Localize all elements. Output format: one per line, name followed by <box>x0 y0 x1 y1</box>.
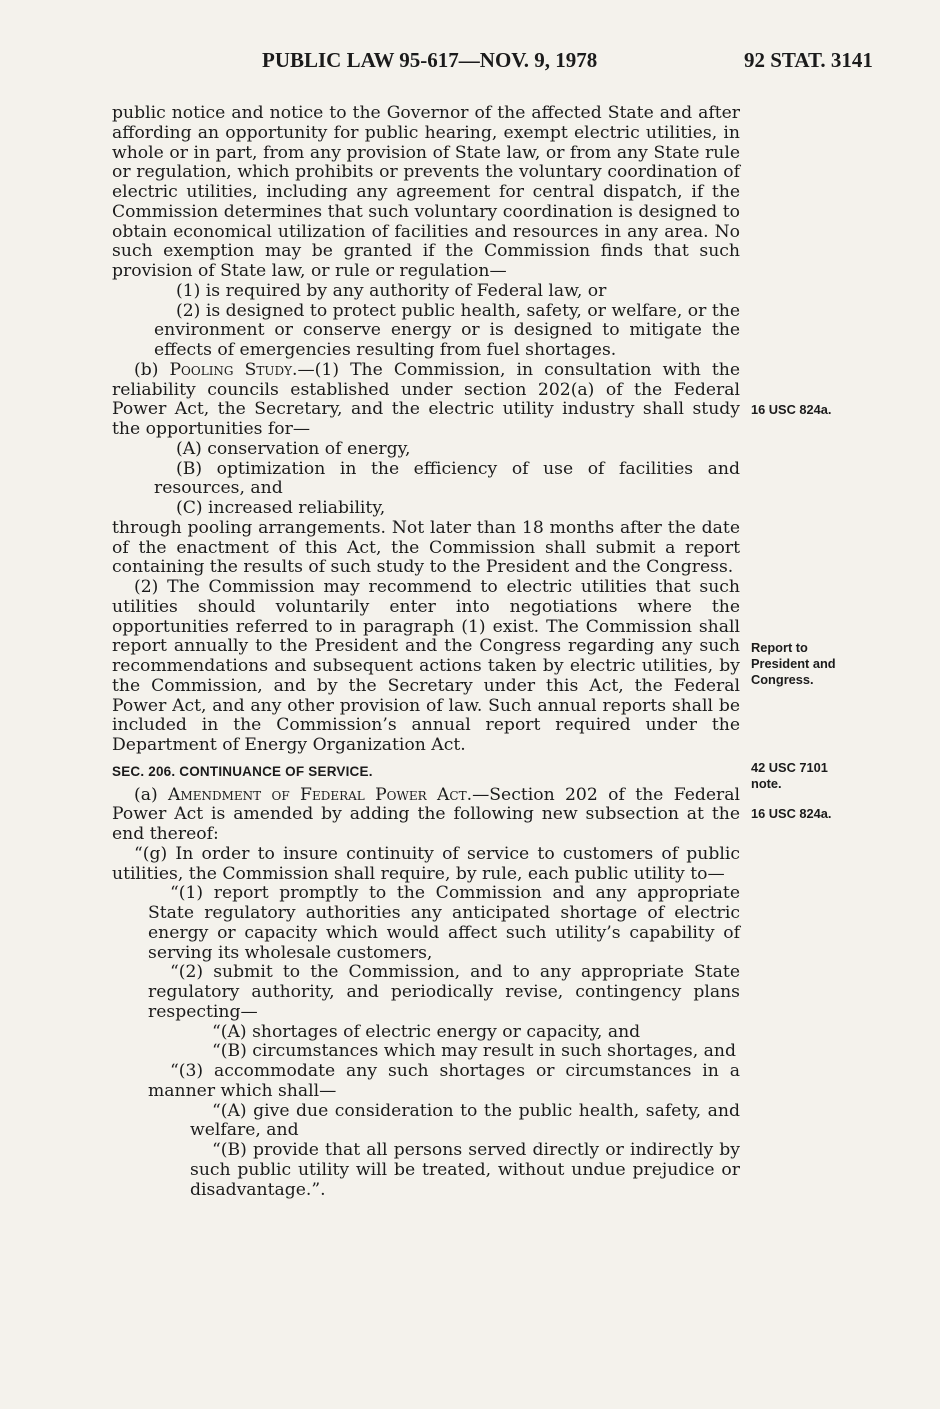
inserted-clause-3B: “(B) provide that all persons served directly or indirectly by such public utility will be treated, without undue prejudice or disadvantage.”. <box>190 1140 740 1200</box>
clause-2-text: (2) is designed to protect public health, safety, or welfare, or the environment or conserve energy or is designed to mitigate the effects of emergencies resulting from fuel shortages. <box>154 300 740 360</box>
inserted-clause-2A: “(A) shortages of electric energy or capacity, and <box>212 1021 641 1042</box>
paragraph-continuation: public notice and notice to the Governor of the affected State and after affording an opportunity for public hearing, exempt electric utilities, in whole or in part, from any provision of State law, or from any State rule or regulation, which prohibits or prevents the voluntary coordination of electric utilities, including any agreement for central dispatch, if the Commission determines that such voluntary coordination is designed to obtain economical utilization of facilities and resources in any area. No such exemption may be granted if the Commission finds that such provision of State law, or rule or regulation— <box>112 103 740 281</box>
subsection-a <box>112 786 740 845</box>
clause-1: (1) is required by any authority of Federal law, or <box>176 280 607 301</box>
margin-citation-3: 16 USC 824a. <box>751 806 832 821</box>
subsection-b-number: (b) <box>134 359 159 380</box>
inserted-clause-2: “(2) submit to the Commission, and to any appropriate State regulatory authority, and periodically revise, contingency plans respecting— <box>148 962 740 1022</box>
margin-note-report: Report to President and Congress. <box>751 640 836 687</box>
clause-C: (C) increased reliability, <box>176 498 386 518</box>
inserted-clause-3: “(3) accommodate any such shortages or circumstances in a manner which shall— <box>148 1061 740 1101</box>
margin-citation-1: 16 USC 824a. <box>751 402 832 417</box>
clause-A: (A) conservation of energy, <box>176 438 411 459</box>
clause-B: (B) optimization in the efficiency of use of facilities and resources, and <box>154 458 740 499</box>
pooling-paragraph-end: through pooling arrangements. Not later than 18 months after the date of the enactment of this Act, the Commission shall submit a report containing the results of such study to the President and the Congress. <box>112 517 740 578</box>
subsection-b-text: —(1) The Commission, in consultation with the reliability councils established under section 202(a) of the Federal Power Act, the Secretary, and the electric utility industry shall study the opportunities for— <box>112 359 740 439</box>
inserted-clause-2B: “(B) circumstances which may result in such shortages, and <box>212 1041 736 1062</box>
margin-citation-2: 42 USC 7101 note. <box>751 760 828 791</box>
subsection-b-heading: Pooling Study. <box>169 359 298 380</box>
subsection-b <box>112 361 740 440</box>
inserted-clause-1: “(1) report promptly to the Commission and any appropriate State regulatory authorities any anticipated shortage of electric energy or capacity which would affect such utility’s capability of serving its wholesale customers, <box>148 883 740 963</box>
clause-2 <box>112 302 740 361</box>
main-text-column <box>112 104 740 1200</box>
inserted-subsection-g: “(g) In order to insure continuity of service to customers of public utilities, the Commission shall require, by rule, each public utility to— <box>112 843 740 884</box>
subsection-a-text: —Section 202 of the Federal Power Act is amended by adding the following new subsection at the end thereof: <box>112 784 740 844</box>
section-heading: SEC. 206. CONTINUANCE OF SERVICE. <box>112 763 373 779</box>
running-title: PUBLIC LAW 95-617—NOV. 9, 1978 <box>262 48 598 72</box>
subsection-a-heading: Amendment of Federal Power Act. <box>168 784 473 805</box>
subsection-b-2: (2) The Commission may recommend to electric utilities that such utilities should voluntarily enter into negotiations where the opportunities referred to in paragraph (1) exist. The Commission shall report annually to the President and the Congress regarding any such recommendations and subsequent actions taken by electric utilities, by the Commission, and by the Secretary under this Act, the Federal Power Act, and any other provision of law. Such annual reports shall be included in the Commission’s annual report required under the Department of Energy Organization Act. <box>112 577 740 755</box>
subsection-a-number: (a) <box>134 784 158 805</box>
page-header <box>0 44 940 84</box>
inserted-clause-3A: “(A) give due consideration to the public health, safety, and welfare, and <box>190 1100 740 1141</box>
statute-page-number: 92 STAT. 3141 <box>744 48 873 72</box>
